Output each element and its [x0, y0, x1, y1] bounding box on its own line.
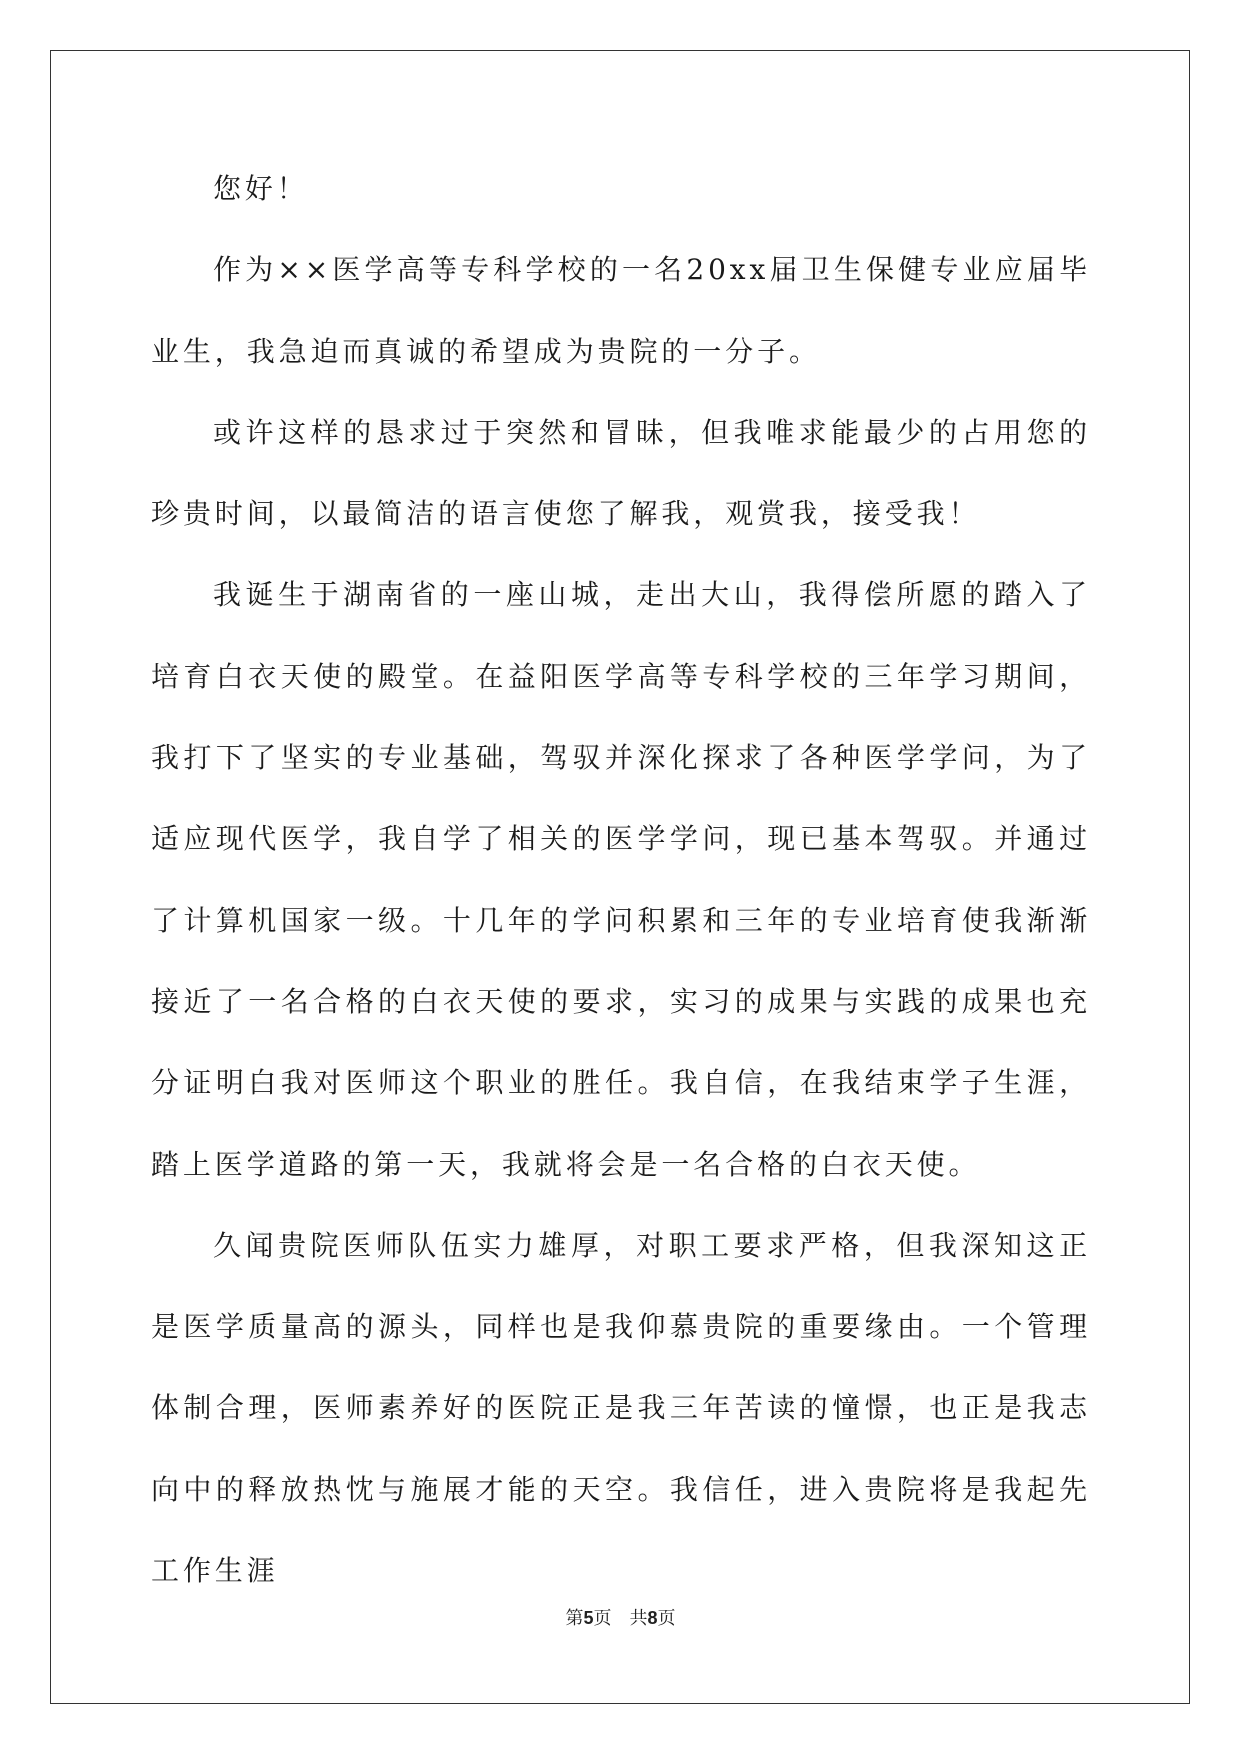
paragraph-intro: 作为××医学高等专科学校的一名20xx届卫生保健专业应届毕业生，我急迫而真诚的希望成为贵院的一分子。 — [151, 253, 1091, 368]
paragraph-request: 或许这样的恳求过于突然和冒昧，但我唯求能最少的占用您的珍贵时间，以最简洁的语言使您了解我，观赏我，接受我！ — [151, 415, 1091, 531]
paragraph-background: 我诞生于湖南省的一座山城，走出大山，我得偿所愿的踏入了培育白衣天使的殿堂。在益阳医学高等专科学校的三年学习期间，我打下了坚实的专业基础，驾驭并深化探求了各种医学学问，为了适应现代医学，我自学了相关的医学学问，现已基本驾驭。并通过了计算机国家一级。十几年的学问积累和三年的专业培育使我渐渐接近了一名合格的白衣天使的要求，实习的成果与实践的成果也充分证明白我对医师这个职业的胜任。我自信，在我结束学子生涯，踏上医学道路的第一天，我就将会是一名合格的白衣天使。 — [151, 578, 1091, 1181]
page-footer — [0, 1604, 1241, 1630]
page-current: 5 — [583, 1608, 594, 1628]
total-suffix: 页 — [657, 1608, 676, 1629]
paragraph-hospital: 久闻贵院医师队伍实力雄厚，对职工要求严格，但我深知这正是医学质量高的源头，同样也是我仰慕贵院的重要缘由。一个管理体制合理，医师素养好的医院正是我三年苦读的憧憬，也正是我志向中的释放热忱与施展才能的天空。我信任，进入贵院将是我起先工作生涯 — [151, 1228, 1091, 1588]
page-total: 8 — [647, 1608, 658, 1628]
paragraph-greeting: 您好！ — [213, 172, 309, 205]
page-prefix: 第 — [565, 1608, 584, 1629]
page-suffix: 页 — [593, 1608, 612, 1629]
letter-body — [151, 148, 1091, 1611]
total-prefix: 共 — [629, 1608, 648, 1629]
